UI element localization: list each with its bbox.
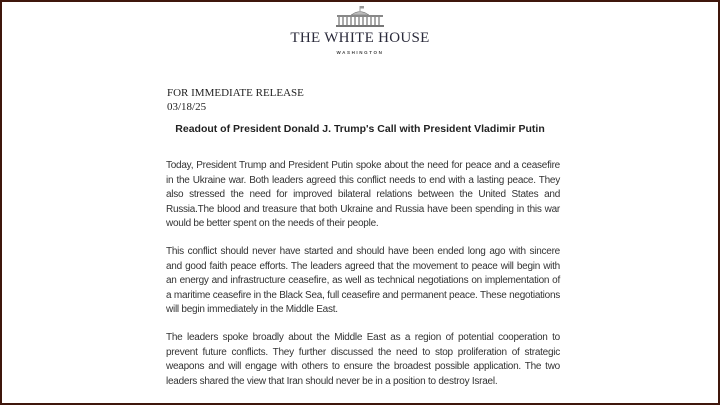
article-body [166,159,560,389]
white-house-building-icon [333,6,387,28]
release-info [167,86,304,114]
logo-subtitle: WASHINGTON [336,50,384,55]
paragraph: Today, President Trump and President Putin spoke about the need for peace and a ceasefire in the Ukraine war. Both leaders agreed this conflict needs to end with a lasting peace. They also stressed the need for improved bilateral relations between the United States and Russia.The blood and treasure that both Ukraine and Russia have been spending in this war would be better spent on the needs of their people. [166,160,560,230]
white-house-logo [2,6,718,55]
logo-title: THE WHITE HOUSE [290,30,430,46]
paragraph: This conflict should never have started and should have been ended long ago with sincere and good faith peace efforts. The leaders agreed that the movement to peace will begin with an energy and infrastructure ceasefire, as well as technical negotiations on implementation of a maritime ceasefire in the Black Sea, full ceasefire and permanent peace. These negotiations will begin immediately in the Middle East. [166,245,560,316]
release-label: FOR IMMEDIATE RELEASE [167,87,304,99]
headline: Readout of President Donald J. Trump's Call with President Vladimir Putin [175,123,545,135]
paragraph: The leaders spoke broadly about the Middle East as a region of potential cooperation to prevent future conflicts. They further discussed the need to stop proliferation of strategic weapons and will engage with others to ensure the broadest possible application. The two leaders shared the view that Iran should never be in a position to destroy Israel. [166,331,560,387]
release-date: 03/18/25 [167,101,207,113]
